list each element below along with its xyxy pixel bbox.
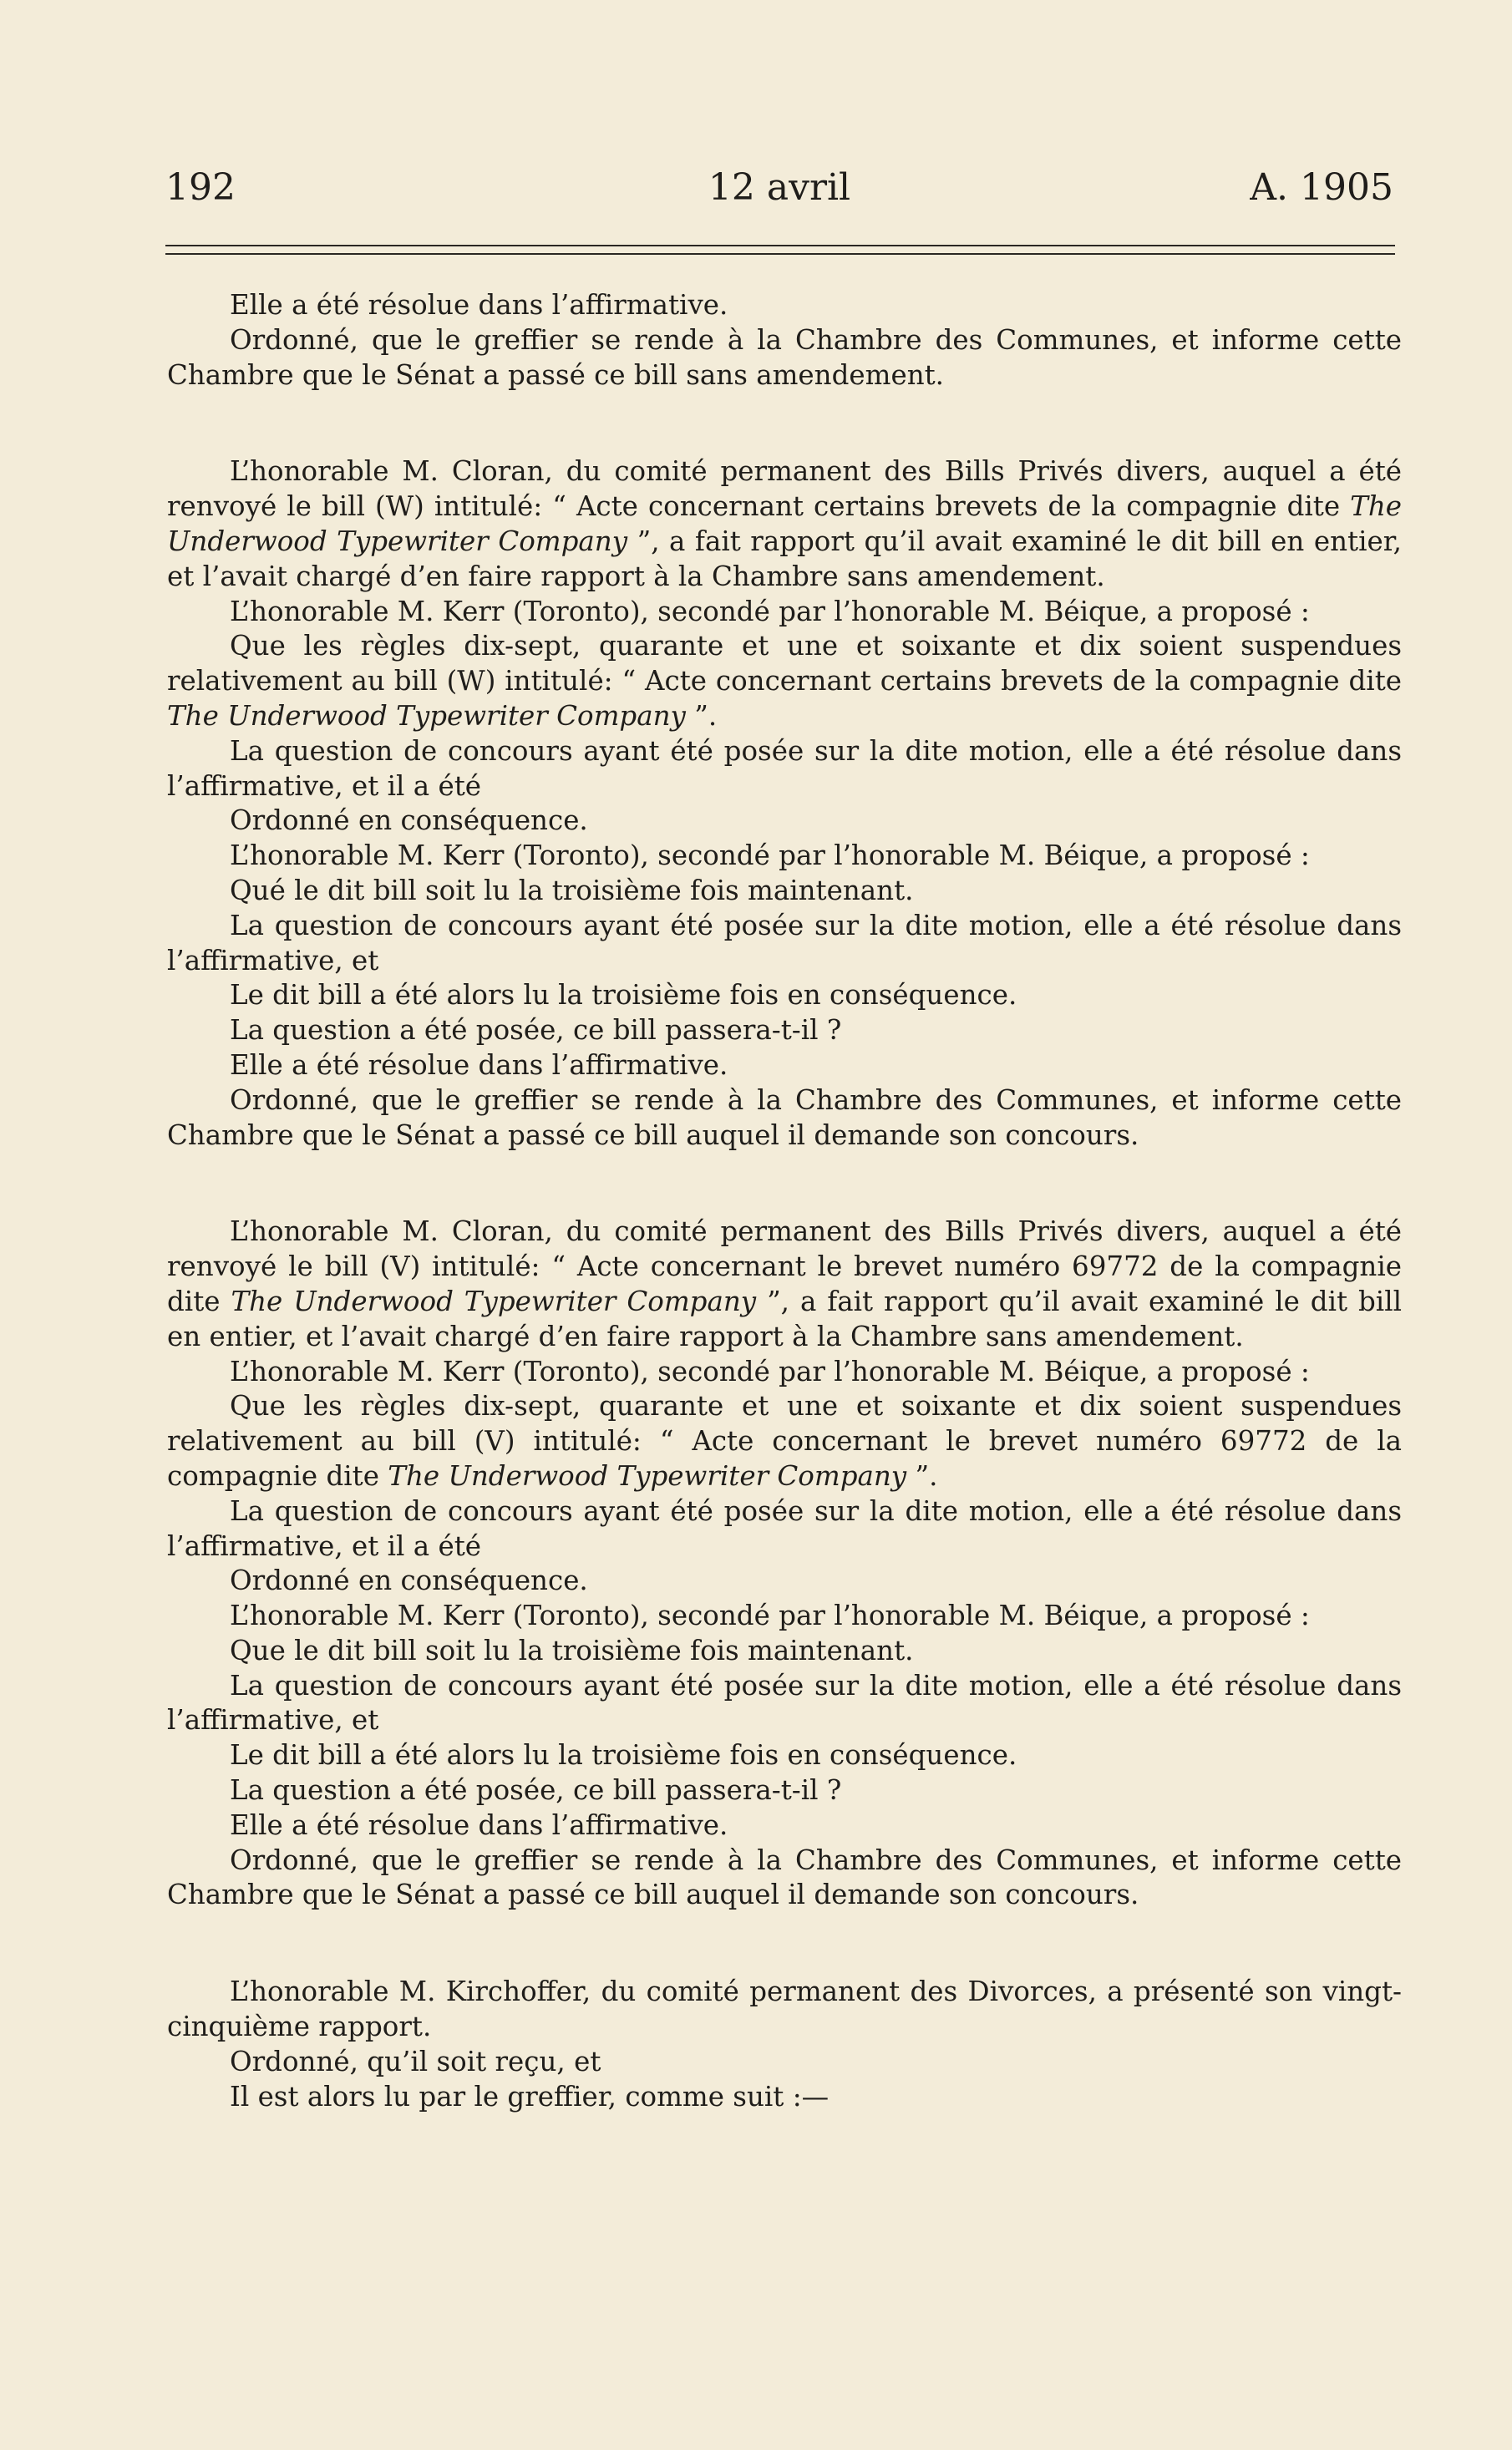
company-name: The Underwood Typewriter Company — [231, 1285, 757, 1317]
paragraph — [167, 1599, 1402, 1634]
paragraph — [167, 1083, 1402, 1154]
paragraph-text: Que les règles dix-sept, quarante et une et soixante et dix soient suspendues relativement au bill (V) intitulé: “ Acte concernant le brevet numéro 69772 de la compagnie dite — [167, 1390, 1402, 1492]
paragraph — [167, 1634, 1402, 1669]
paragraph-text: Elle a été résolue dans l’affirmative. — [230, 289, 728, 321]
header-rule-bottom — [165, 253, 1395, 255]
paragraph — [167, 288, 1402, 323]
paragraph-text: Ordonné, que le greffier se rende à la Chambre des Communes, et informe cette Chambre que le Sénat a passé ce bill auquel il demande son concours. — [167, 1844, 1402, 1911]
paragraph-text: La question de concours ayant été posée sur la dite motion, elle a été résolue dans l’affirmative, et il a été — [167, 734, 1402, 802]
paragraph — [167, 1494, 1402, 1565]
paragraph-text: L’honorable M. Cloran, du comité permanent des Bills Privés divers, auquel a été renvoyé le bill (V) intitulé: “ Acte concernant le brevet numéro 69772 de la compagnie dite — [167, 1215, 1402, 1317]
paragraph-text: Elle a été résolue dans l’affirmative. — [230, 1048, 728, 1081]
paragraph — [167, 1389, 1402, 1494]
paragraph — [167, 1844, 1402, 1914]
paragraph — [167, 734, 1402, 804]
paragraph — [167, 1773, 1402, 1808]
header-rule-top — [165, 245, 1395, 246]
paragraph — [167, 629, 1402, 733]
company-name: The Underwood Typewriter Company — [167, 699, 686, 732]
paragraph-text: Que les règles dix-sept, quarante et une et soixante et dix soient suspendues relativement au bill (W) intitulé: “ Acte concernant certains brevets de la compagnie dite — [167, 630, 1402, 697]
paragraph — [167, 1738, 1402, 1773]
paragraph-text: L’honorable M. Kerr (Toronto), secondé par l’honorable M. Béique, a proposé : — [230, 595, 1310, 627]
document-body — [167, 288, 1402, 2114]
paragraph-text: Ordonné, qu’il soit reçu, et — [230, 2045, 601, 2077]
header-date: 12 avril — [708, 166, 851, 209]
paragraph — [167, 874, 1402, 909]
company-name: The Underwood Typewriter Company — [167, 490, 1402, 557]
paragraph-text: L’honorable M. Kerr (Toronto), secondé par l’honorable M. Béique, a proposé : — [230, 839, 1310, 872]
paragraph — [167, 909, 1402, 979]
paragraph-text: Le dit bill a été alors lu la troisième fois en conséquence. — [230, 1739, 1017, 1772]
paragraph — [167, 1013, 1402, 1048]
paragraph-text: ”. — [685, 699, 718, 732]
paragraph-text: Qué le dit bill soit lu la troisième fois maintenant. — [230, 874, 914, 906]
paragraph — [167, 1048, 1402, 1083]
paragraph-text: Elle a été résolue dans l’affirmative. — [230, 1808, 728, 1841]
paragraph — [167, 454, 1402, 594]
paragraph — [167, 978, 1402, 1013]
header-year: A. 1905 — [1250, 166, 1393, 209]
paragraph-text: La question a été posée, ce bill passera-t-il ? — [230, 1014, 842, 1047]
paragraph-text: Ordonné, que le greffier se rende à la Chambre des Communes, et informe cette Chambre que le Sénat a passé ce bill auquel il demande son concours. — [167, 1083, 1402, 1151]
paragraph — [167, 1215, 1402, 1354]
paragraph — [167, 1564, 1402, 1599]
text-section — [167, 288, 1402, 393]
page-number: 192 — [165, 166, 236, 209]
paragraph-text: La question de concours ayant été posée sur la dite motion, elle a été résolue dans l’affirmative, et il a été — [167, 1494, 1402, 1562]
paragraph — [167, 1669, 1402, 1739]
text-section — [167, 454, 1402, 1153]
paragraph — [167, 323, 1402, 393]
paragraph — [167, 839, 1402, 874]
paragraph-text: L’honorable M. Kirchoffer, du comité permanent des Divorces, a présenté son vingt-cinquième rapport. — [167, 1976, 1402, 2043]
paragraph-text: ”, a fait rapport qu’il avait examiné le dit bill en entier, et l’avait chargé d’en faire rapport à la Chambre sans amendement. — [167, 1285, 1402, 1352]
paragraph-text: ”. — [906, 1459, 938, 1492]
company-name: The Underwood Typewriter Company — [388, 1459, 907, 1492]
paragraph-text: L’honorable M. Kerr (Toronto), secondé par l’honorable M. Béique, a proposé : — [230, 1600, 1310, 1632]
paragraph — [167, 804, 1402, 839]
paragraph — [167, 1355, 1402, 1390]
paragraph-text: Ordonné en conséquence. — [230, 804, 588, 837]
paragraph — [167, 595, 1402, 630]
paragraph — [167, 2045, 1402, 2080]
paragraph-text: Le dit bill a été alors lu la troisième fois en conséquence. — [230, 979, 1017, 1012]
text-section — [167, 1975, 1402, 2114]
paragraph-text: Ordonné, que le greffier se rende à la Chambre des Communes, et informe cette Chambre que le Sénat a passé ce bill sans amendement. — [167, 323, 1402, 391]
paragraph-text: Ordonné en conséquence. — [230, 1565, 588, 1597]
paragraph-text: La question a été posée, ce bill passera-t-il ? — [230, 1774, 842, 1807]
paragraph-text: L’honorable M. Cloran, du comité permanent des Bills Privés divers, auquel a été renvoyé le bill (W) intitulé: “ Acte concernant certains brevets de la compagnie dite — [167, 455, 1402, 523]
page-header — [165, 163, 1393, 213]
paragraph-text: Il est alors lu par le greffier, comme suit :— — [230, 2080, 830, 2113]
paragraph — [167, 2080, 1402, 2115]
text-section — [167, 1215, 1402, 1913]
paragraph-text: La question de concours ayant été posée sur la dite motion, elle a été résolue dans l’affirmative, et — [167, 1669, 1402, 1737]
paragraph-text: Que le dit bill soit lu la troisième fois maintenant. — [230, 1634, 914, 1666]
paragraph — [167, 1808, 1402, 1844]
paragraph-text: La question de concours ayant été posée sur la dite motion, elle a été résolue dans l’affirmative, et — [167, 909, 1402, 976]
paragraph — [167, 1975, 1402, 2045]
paragraph-text: ”, a fait rapport qu’il avait examiné le dit bill en entier, et l’avait chargé d’en faire rapport à la Chambre sans amendement. — [167, 525, 1402, 592]
paragraph-text: L’honorable M. Kerr (Toronto), secondé par l’honorable M. Béique, a proposé : — [230, 1355, 1310, 1387]
